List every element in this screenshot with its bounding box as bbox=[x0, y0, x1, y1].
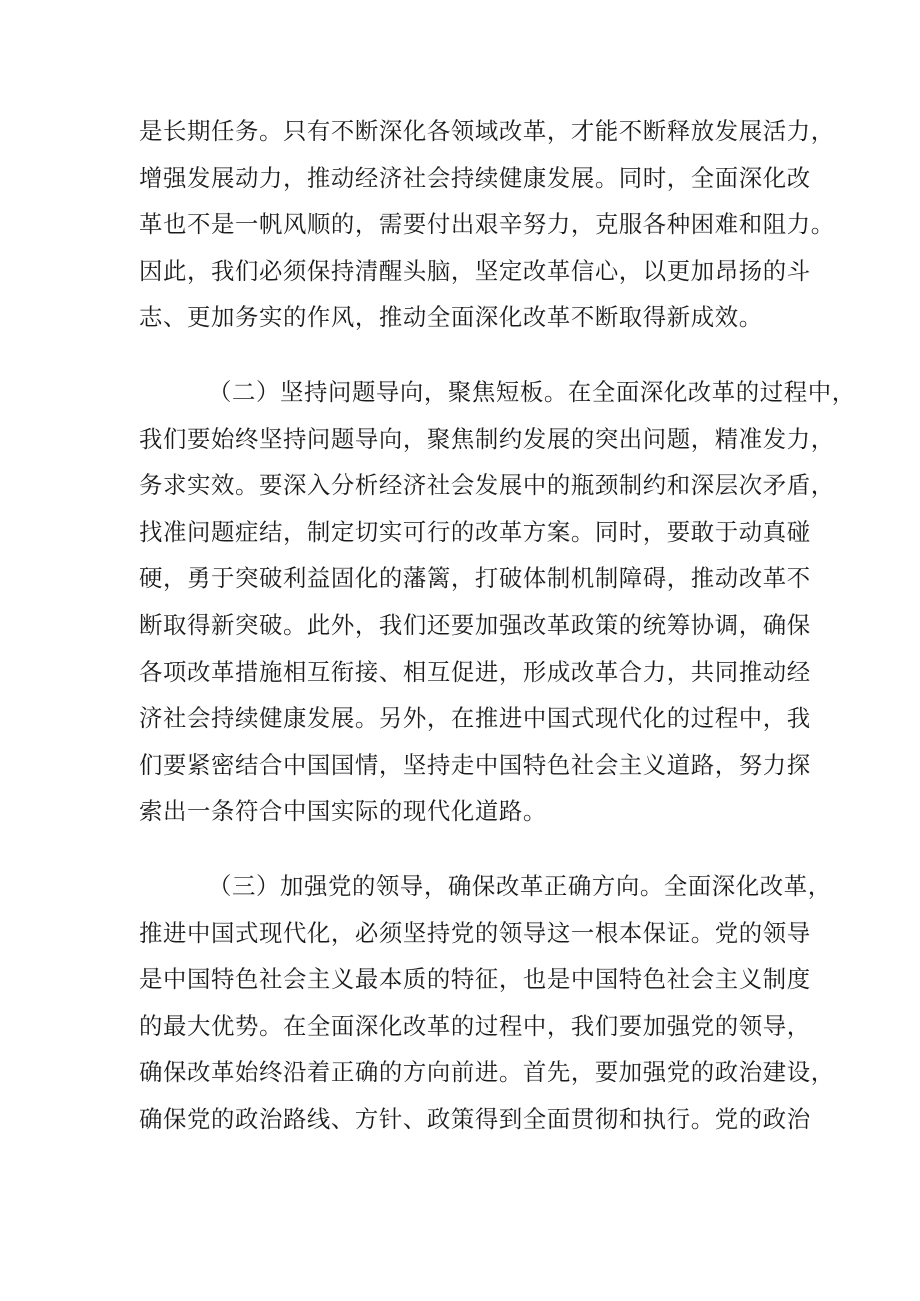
text-line: 是长期任务。只有不断深化各领域改革，才能不断释放发展活力， bbox=[139, 117, 835, 145]
text-line: 增强发展动力，推动经济社会持续健康发展。同时，全面深化改 bbox=[139, 163, 811, 192]
text-line: 推进中国式现代化，必须坚持党的领导这一根本保证。党的领导 bbox=[139, 918, 811, 947]
text-line: 确保党的政治路线、方针、政策得到全面贯彻和执行。党的政治 bbox=[139, 1104, 811, 1133]
text-line: （三）加强党的领导，确保改革正确方向。全面深化改革， bbox=[208, 871, 832, 900]
paragraph-continuation bbox=[139, 108, 835, 341]
paragraph-party-leadership bbox=[139, 863, 835, 1143]
text-line: 务求实效。要深入分析经济社会发展中的瓶颈制约和深层次矛盾， bbox=[139, 471, 835, 500]
text-line: 济社会持续健康发展。另外，在推进中国式现代化的过程中，我 bbox=[139, 704, 811, 733]
text-line: 找准问题症结，制定切实可行的改革方案。同时，要敢于动真碰 bbox=[139, 517, 811, 546]
text-line: 因此，我们必须保持清醒头脑，坚定改革信心，以更加昂扬的斗 bbox=[139, 256, 811, 285]
text-line: 是中国特色社会主义最本质的特征，也是中国特色社会主义制度 bbox=[139, 965, 811, 994]
text-line: 各项改革措施相互衔接、相互促进，形成改革合力，共同推动经 bbox=[139, 657, 811, 686]
text-line: 硬，勇于突破利益固化的藩篱，打破体制机制障碍，推动改革不 bbox=[139, 564, 811, 593]
paragraph-problem-oriented bbox=[139, 369, 856, 835]
text-line: 的最大优势。在全面深化改革的过程中，我们要加强党的领导， bbox=[139, 1011, 811, 1040]
text-line: （二）坚持问题导向，聚焦短板。在全面深化改革的过程中， bbox=[208, 377, 856, 406]
text-line: 们要紧密结合中国国情，坚持走中国特色社会主义道路，努力探 bbox=[139, 750, 811, 779]
text-line: 革也不是一帆风顺的，需要付出艰辛努力，克服各种困难和阻力。 bbox=[139, 210, 835, 239]
text-line: 索出一条符合中国实际的现代化道路。 bbox=[139, 797, 547, 826]
text-line: 确保改革始终沿着正确的方向前进。首先，要加强党的政治建设， bbox=[139, 1058, 835, 1087]
text-line: 我们要始终坚持问题导向，聚焦制约发展的突出问题，精准发力， bbox=[139, 424, 835, 453]
text-line: 断取得新突破。此外，我们还要加强改革政策的统筹协调，确保 bbox=[139, 610, 811, 639]
text-line: 志、更加务实的作风，推动全面深化改革不断取得新成效。 bbox=[139, 303, 763, 332]
document-body bbox=[139, 108, 856, 1170]
